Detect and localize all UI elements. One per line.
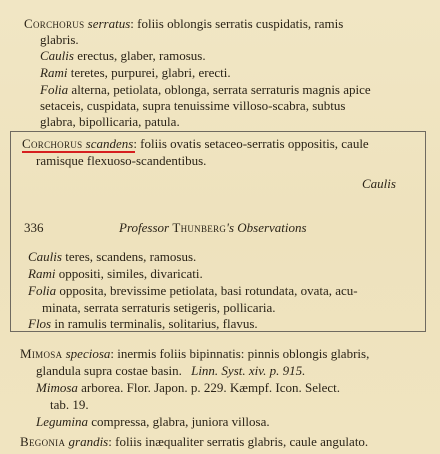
species-name: speciosa bbox=[65, 346, 111, 361]
legumina-text: compressa, glabra, juniora villosa. bbox=[88, 414, 270, 429]
scandens-caulis-line bbox=[28, 249, 196, 265]
caulis-text: erectus, glaber, ramosus. bbox=[73, 48, 206, 63]
mimosa-diagnosis-line-1 bbox=[20, 346, 369, 362]
genus-name: Mimosa bbox=[20, 346, 63, 361]
scandens-rami-line bbox=[28, 266, 203, 282]
scandens-folia-line-1 bbox=[28, 283, 358, 299]
term-folia: Folia bbox=[40, 82, 69, 97]
running-head-pre: Professor bbox=[119, 220, 173, 235]
begonia-diagnosis-line bbox=[20, 434, 368, 450]
scandens-diagnosis-line-2: ramisque flexuoso-scandentibus. bbox=[36, 153, 207, 168]
species-name: serratus bbox=[87, 16, 131, 31]
genus-name: Corchorus bbox=[22, 136, 83, 151]
mimosa-tab-line: tab. 19. bbox=[50, 397, 89, 412]
term-folia: Folia bbox=[28, 283, 57, 298]
species-name: scandens bbox=[85, 136, 134, 151]
caulis-text: teres, scandens, ramosus. bbox=[61, 249, 197, 264]
running-head bbox=[119, 220, 307, 236]
folia-text: alterna, petiolata, oblonga, serrata serraturis magnis apice bbox=[68, 82, 371, 97]
term-caulis: Caulis bbox=[28, 249, 62, 264]
scandens-flos-line bbox=[28, 316, 258, 332]
diagnosis-text: glandula supra costae basin. bbox=[36, 363, 182, 378]
serratus-diagnosis-line-2: glabris. bbox=[40, 32, 79, 47]
scandens-diagnosis-line-1 bbox=[22, 136, 369, 152]
linnaeus-reference: Linn. Syst. xiv. p. 915. bbox=[191, 363, 306, 378]
diagnosis-text: : foliis inæqualiter serratis glabris, caule angulato. bbox=[108, 434, 369, 449]
mimosa-legumina-line bbox=[36, 414, 270, 430]
genus-name: Corchorus bbox=[24, 16, 85, 31]
flos-text: in ramulis terminalis, solitarius, flavus. bbox=[51, 316, 258, 331]
term-legumina: Legumina bbox=[36, 414, 88, 429]
serratus-rami-line bbox=[40, 65, 231, 81]
term-rami: Rami bbox=[40, 65, 68, 80]
diagnosis-text: : inermis foliis bipinnatis: pinnis oblongis glabris, bbox=[110, 346, 370, 361]
species-name: grandis bbox=[68, 434, 109, 449]
folia-text: opposita, brevissime petiolata, basi rotundata, ovata, acu- bbox=[56, 283, 358, 298]
rami-text: teretes, purpurei, glabri, erecti. bbox=[67, 65, 231, 80]
page-number: 336 bbox=[24, 220, 44, 235]
running-head-name: Thunberg bbox=[172, 220, 227, 235]
mimosa-diagnosis-line-2 bbox=[36, 363, 305, 379]
term-caulis: Caulis bbox=[40, 48, 74, 63]
mimosa-arborea-line bbox=[36, 380, 340, 396]
diagnosis-text: : foliis ovatis setaceo-serratis oppositis, caule bbox=[133, 136, 369, 151]
serratus-folia-line-3: glabra, bipollicaria, patula. bbox=[40, 114, 180, 129]
serratus-diagnosis-line-1 bbox=[24, 16, 343, 32]
serratus-caulis-line bbox=[40, 48, 206, 64]
catchword: Caulis bbox=[362, 176, 396, 191]
rami-text: oppositi, similes, divaricati. bbox=[55, 266, 203, 281]
mimosa-text: arborea. Flor. Japon. p. 229. Kæmpf. Icon. Select. bbox=[77, 380, 341, 395]
serratus-folia-line-2: setaceis, cuspidata, supra tenuissime villoso-scabra, subtus bbox=[40, 98, 346, 113]
diagnosis-text: : foliis oblongis serratis cuspidatis, ramis bbox=[130, 16, 344, 31]
serratus-folia-line-1 bbox=[40, 82, 371, 98]
running-head-post: 's Observations bbox=[226, 220, 307, 235]
term-mimosa: Mimosa bbox=[36, 380, 78, 395]
genus-name: Begonia bbox=[20, 434, 66, 449]
term-flos: Flos bbox=[28, 316, 52, 331]
scandens-folia-line-2: minata, serrata serraturis setigeris, pollicaria. bbox=[42, 300, 276, 315]
term-rami: Rami bbox=[28, 266, 56, 281]
